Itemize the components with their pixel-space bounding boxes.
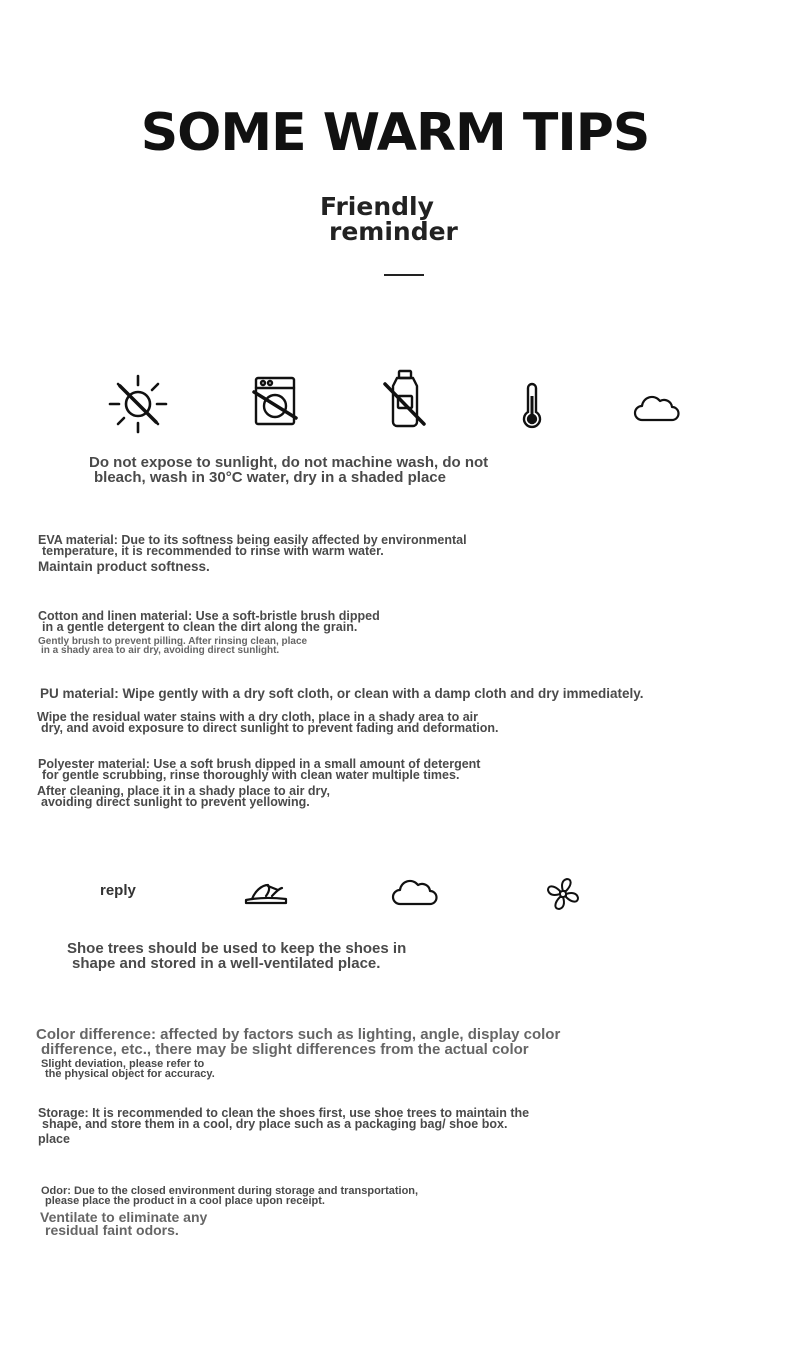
pu-line-3: dry, and avoid exposure to direct sunlight to prevent fading and deformation. — [41, 721, 499, 735]
cloud-icon — [390, 876, 438, 910]
odor-line-2: please place the product in a cool place upon receipt. — [45, 1195, 325, 1207]
color-line-2: difference, etc., there may be slight differences from the actual color — [41, 1041, 529, 1058]
color-line-1: Color difference: affected by factors such as lighting, angle, display color — [36, 1026, 561, 1043]
no-bleach-icon — [380, 368, 430, 430]
eva-line-3: Maintain product softness. — [38, 559, 210, 574]
color-line-3: Slight deviation, please refer to — [41, 1058, 205, 1070]
care-text-line-2: bleach, wash in 30°C water, dry in a shaded place — [94, 469, 446, 486]
storage-line-1: Storage: It is recommended to clean the shoes first, use shoe trees to maintain the — [38, 1106, 530, 1120]
cotton-line-3: Gently brush to prevent pilling. After rinsing clean, place — [38, 636, 308, 647]
cotton-line-1: Cotton and linen material: Use a soft-bristle brush dipped — [38, 609, 380, 623]
polyester-line-3: After cleaning, place it in a shady place to air dry, — [37, 784, 330, 798]
no-sunlight-icon — [106, 372, 170, 436]
cotton-line-2: in a gentle detergent to clean the dirt along the grain. — [42, 620, 358, 634]
title-divider — [384, 274, 424, 276]
fan-icon — [545, 876, 581, 912]
no-machine-wash-icon — [252, 374, 300, 430]
eva-line-2: temperature, it is recommended to rinse with warm water. — [42, 544, 384, 558]
subtitle-line-1: Friendly — [320, 192, 434, 221]
polyester-line-2: for gentle scrubbing, rinse thoroughly with clean water multiple times. — [42, 768, 460, 782]
color-line-4: the physical object for accuracy. — [45, 1068, 215, 1080]
reply-label: reply — [100, 882, 136, 899]
storage-line-3: place — [38, 1132, 70, 1146]
eva-line-1: EVA material: Due to its softness being easily affected by environmental — [38, 533, 467, 547]
polyester-line-1: Polyester material: Use a soft brush dipped in a small amount of detergent — [38, 757, 481, 771]
odor-line-1: Odor: Due to the closed environment during storage and transportation, — [41, 1185, 419, 1197]
subtitle-line-2: reminder — [329, 217, 458, 246]
shoe-tree-text-line-2: shape and stored in a well-ventilated place. — [72, 955, 381, 972]
thermometer-icon — [520, 382, 544, 430]
care-text-line-1: Do not expose to sunlight, do not machine wash, do not — [89, 454, 489, 471]
pu-line-2: Wipe the residual water stains with a dry cloth, place in a shady area to air — [37, 710, 478, 724]
cloud-icon — [632, 392, 680, 426]
odor-line-4: residual faint odors. — [45, 1222, 179, 1238]
odor-line-3: Ventilate to eliminate any — [40, 1209, 208, 1225]
pu-line-1: PU material: Wipe gently with a dry soft cloth, or clean with a damp cloth and dry immediately. — [40, 686, 644, 701]
shoe-tree-icon — [242, 878, 290, 908]
page-title: SOME WARM TIPS — [140, 103, 650, 163]
cotton-line-4: in a shady area to air dry, avoiding direct sunlight. — [41, 645, 280, 656]
polyester-line-4: avoiding direct sunlight to prevent yellowing. — [41, 795, 310, 809]
shoe-tree-text-line-1: Shoe trees should be used to keep the shoes in — [67, 940, 407, 957]
storage-line-2: shape, and store them in a cool, dry place such as a packaging bag/ shoe box. — [42, 1117, 508, 1131]
